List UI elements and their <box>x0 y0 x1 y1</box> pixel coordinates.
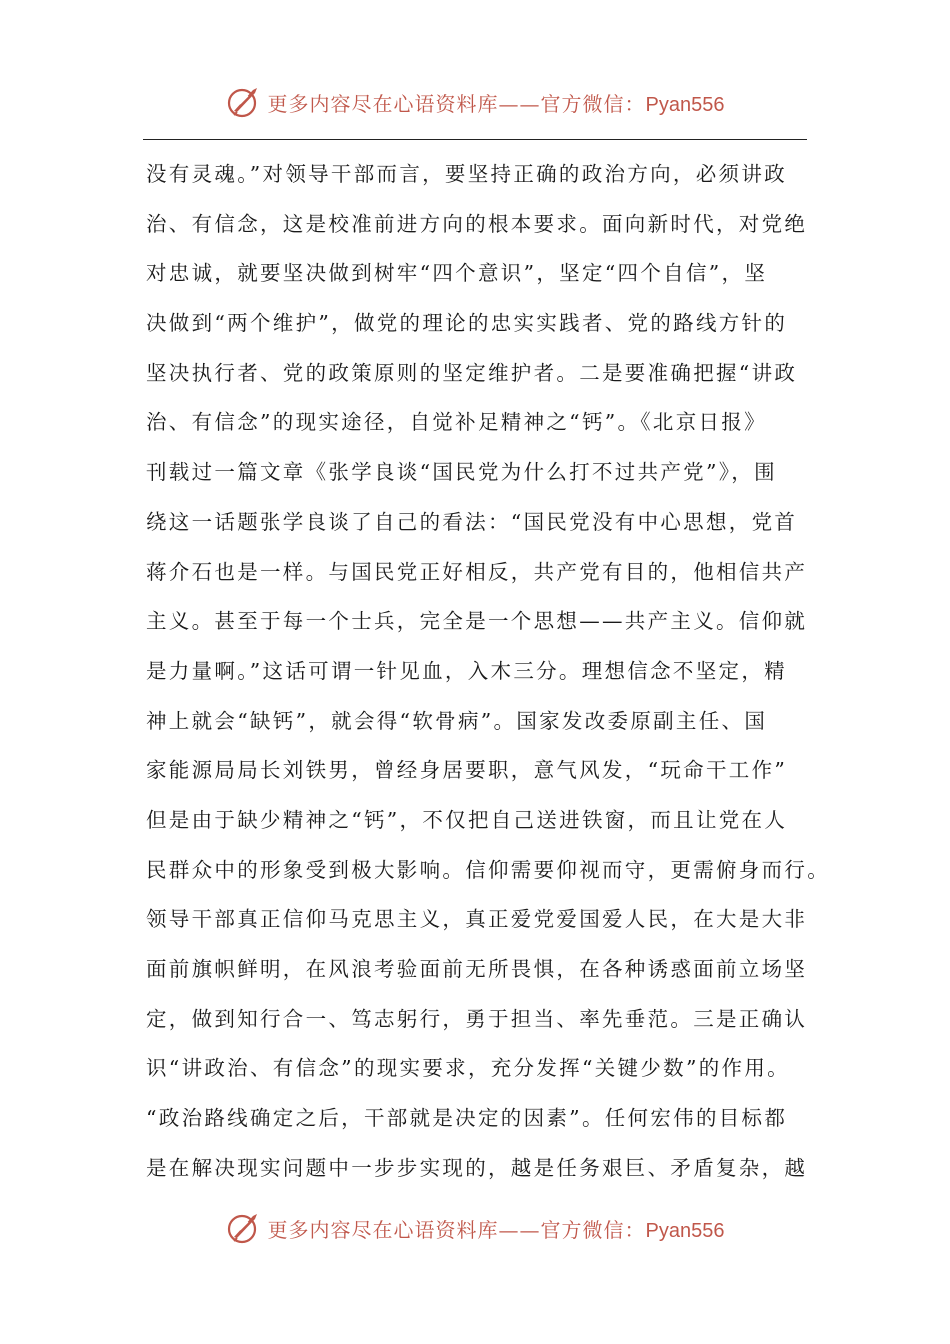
footer-wechat-handle: Pyan556 <box>645 1219 725 1242</box>
text-line: 刊载过一篇文章《张学良谈“国民党为什么打不过共产党”》，围 <box>146 460 777 485</box>
text-line: 决做到“两个维护”，做党的理论的忠实实践者、党的路线方针的 <box>146 311 788 336</box>
text-line: 是在解决现实问题中一步步实现的，越是任务艰巨、矛盾复杂，越 <box>146 1155 808 1180</box>
text-line: 民群众中的形象受到极大影响。信仰需要仰视而守，更需俯身而行。 <box>146 857 830 882</box>
text-line: 识“讲政治、有信念”的现实要求，充分发挥“关键少数”的作用。 <box>146 1056 790 1081</box>
text-line: 没有灵魂。”对领导干部而言，要坚持正确的政治方向，必须讲政 <box>146 162 787 186</box>
text-line: 治、有信念，这是校准前进方向的根本要求。面向新时代，对党绝 <box>146 211 808 236</box>
text-line: 绕这一话题张学良谈了自己的看法：“国民党没有中心思想，党首 <box>146 509 798 534</box>
footer-banner-main: 更多内容尽在心语资料库 <box>267 1217 499 1242</box>
quill-pen-logo-icon <box>226 1210 262 1246</box>
text-line: 神上就会“缺钙”，就会得“软骨病”。国家发改委原副主任、国 <box>146 708 768 733</box>
footer-banner-label: 官方微信： <box>540 1217 646 1242</box>
text-line: 但是由于缺少精神之“钙”，不仅把自己送进铁窗，而且让党在人 <box>146 807 788 832</box>
header-banner-label: 官方微信： <box>540 91 646 116</box>
header-banner-main: 更多内容尽在心语资料库 <box>267 91 499 116</box>
quill-pen-logo-icon <box>226 84 262 120</box>
text-line: 定，做到知行合一、笃志躬行，勇于担当、率先垂范。三是正确认 <box>146 1006 808 1031</box>
text-line: “政治路线确定之后，干部就是决定的因素”。任何宏伟的目标都 <box>146 1106 788 1131</box>
header-wechat-handle: Pyan556 <box>645 93 725 116</box>
footer-banner <box>0 1210 950 1246</box>
header-banner <box>0 84 950 120</box>
text-line: 是力量啊。”这话可谓一针见血，入木三分。理想信念不坚定，精 <box>146 658 787 683</box>
text-line: 领导干部真正信仰马克思主义，真正爱党爱国爱人民，在大是大非 <box>146 907 808 932</box>
text-line: 面前旗帜鲜明，在风浪考验面前无所畏惧，在各种诱惑面前立场坚 <box>146 957 808 981</box>
text-line: 对忠诚，就要坚决做到树牢“四个意识”，坚定“四个自信”，坚 <box>146 261 768 286</box>
footer-banner-dash: —— <box>498 1217 541 1242</box>
text-line: 坚决执行者、党的政策原则的坚定维护者。二是要准确把握“讲政 <box>146 360 798 385</box>
footer-banner-text <box>268 1214 725 1243</box>
header-banner-dash: —— <box>498 91 541 116</box>
text-line: 蒋介石也是一样。与国民党正好相反，共产党有目的，他相信共产 <box>146 559 808 584</box>
header-divider <box>143 139 807 140</box>
document-body <box>146 150 830 1193</box>
text-line: 主义。甚至于每一个士兵，完全是一个思想——共产主义。信仰就 <box>146 609 808 634</box>
text-line: 治、有信念”的现实途径，自觉补足精神之“钙”。《北京日报》 <box>146 410 767 435</box>
header-banner-text <box>268 88 725 117</box>
text-line: 家能源局局长刘铁男，曾经身居要职，意气风发，“玩命干工作” <box>146 758 788 783</box>
